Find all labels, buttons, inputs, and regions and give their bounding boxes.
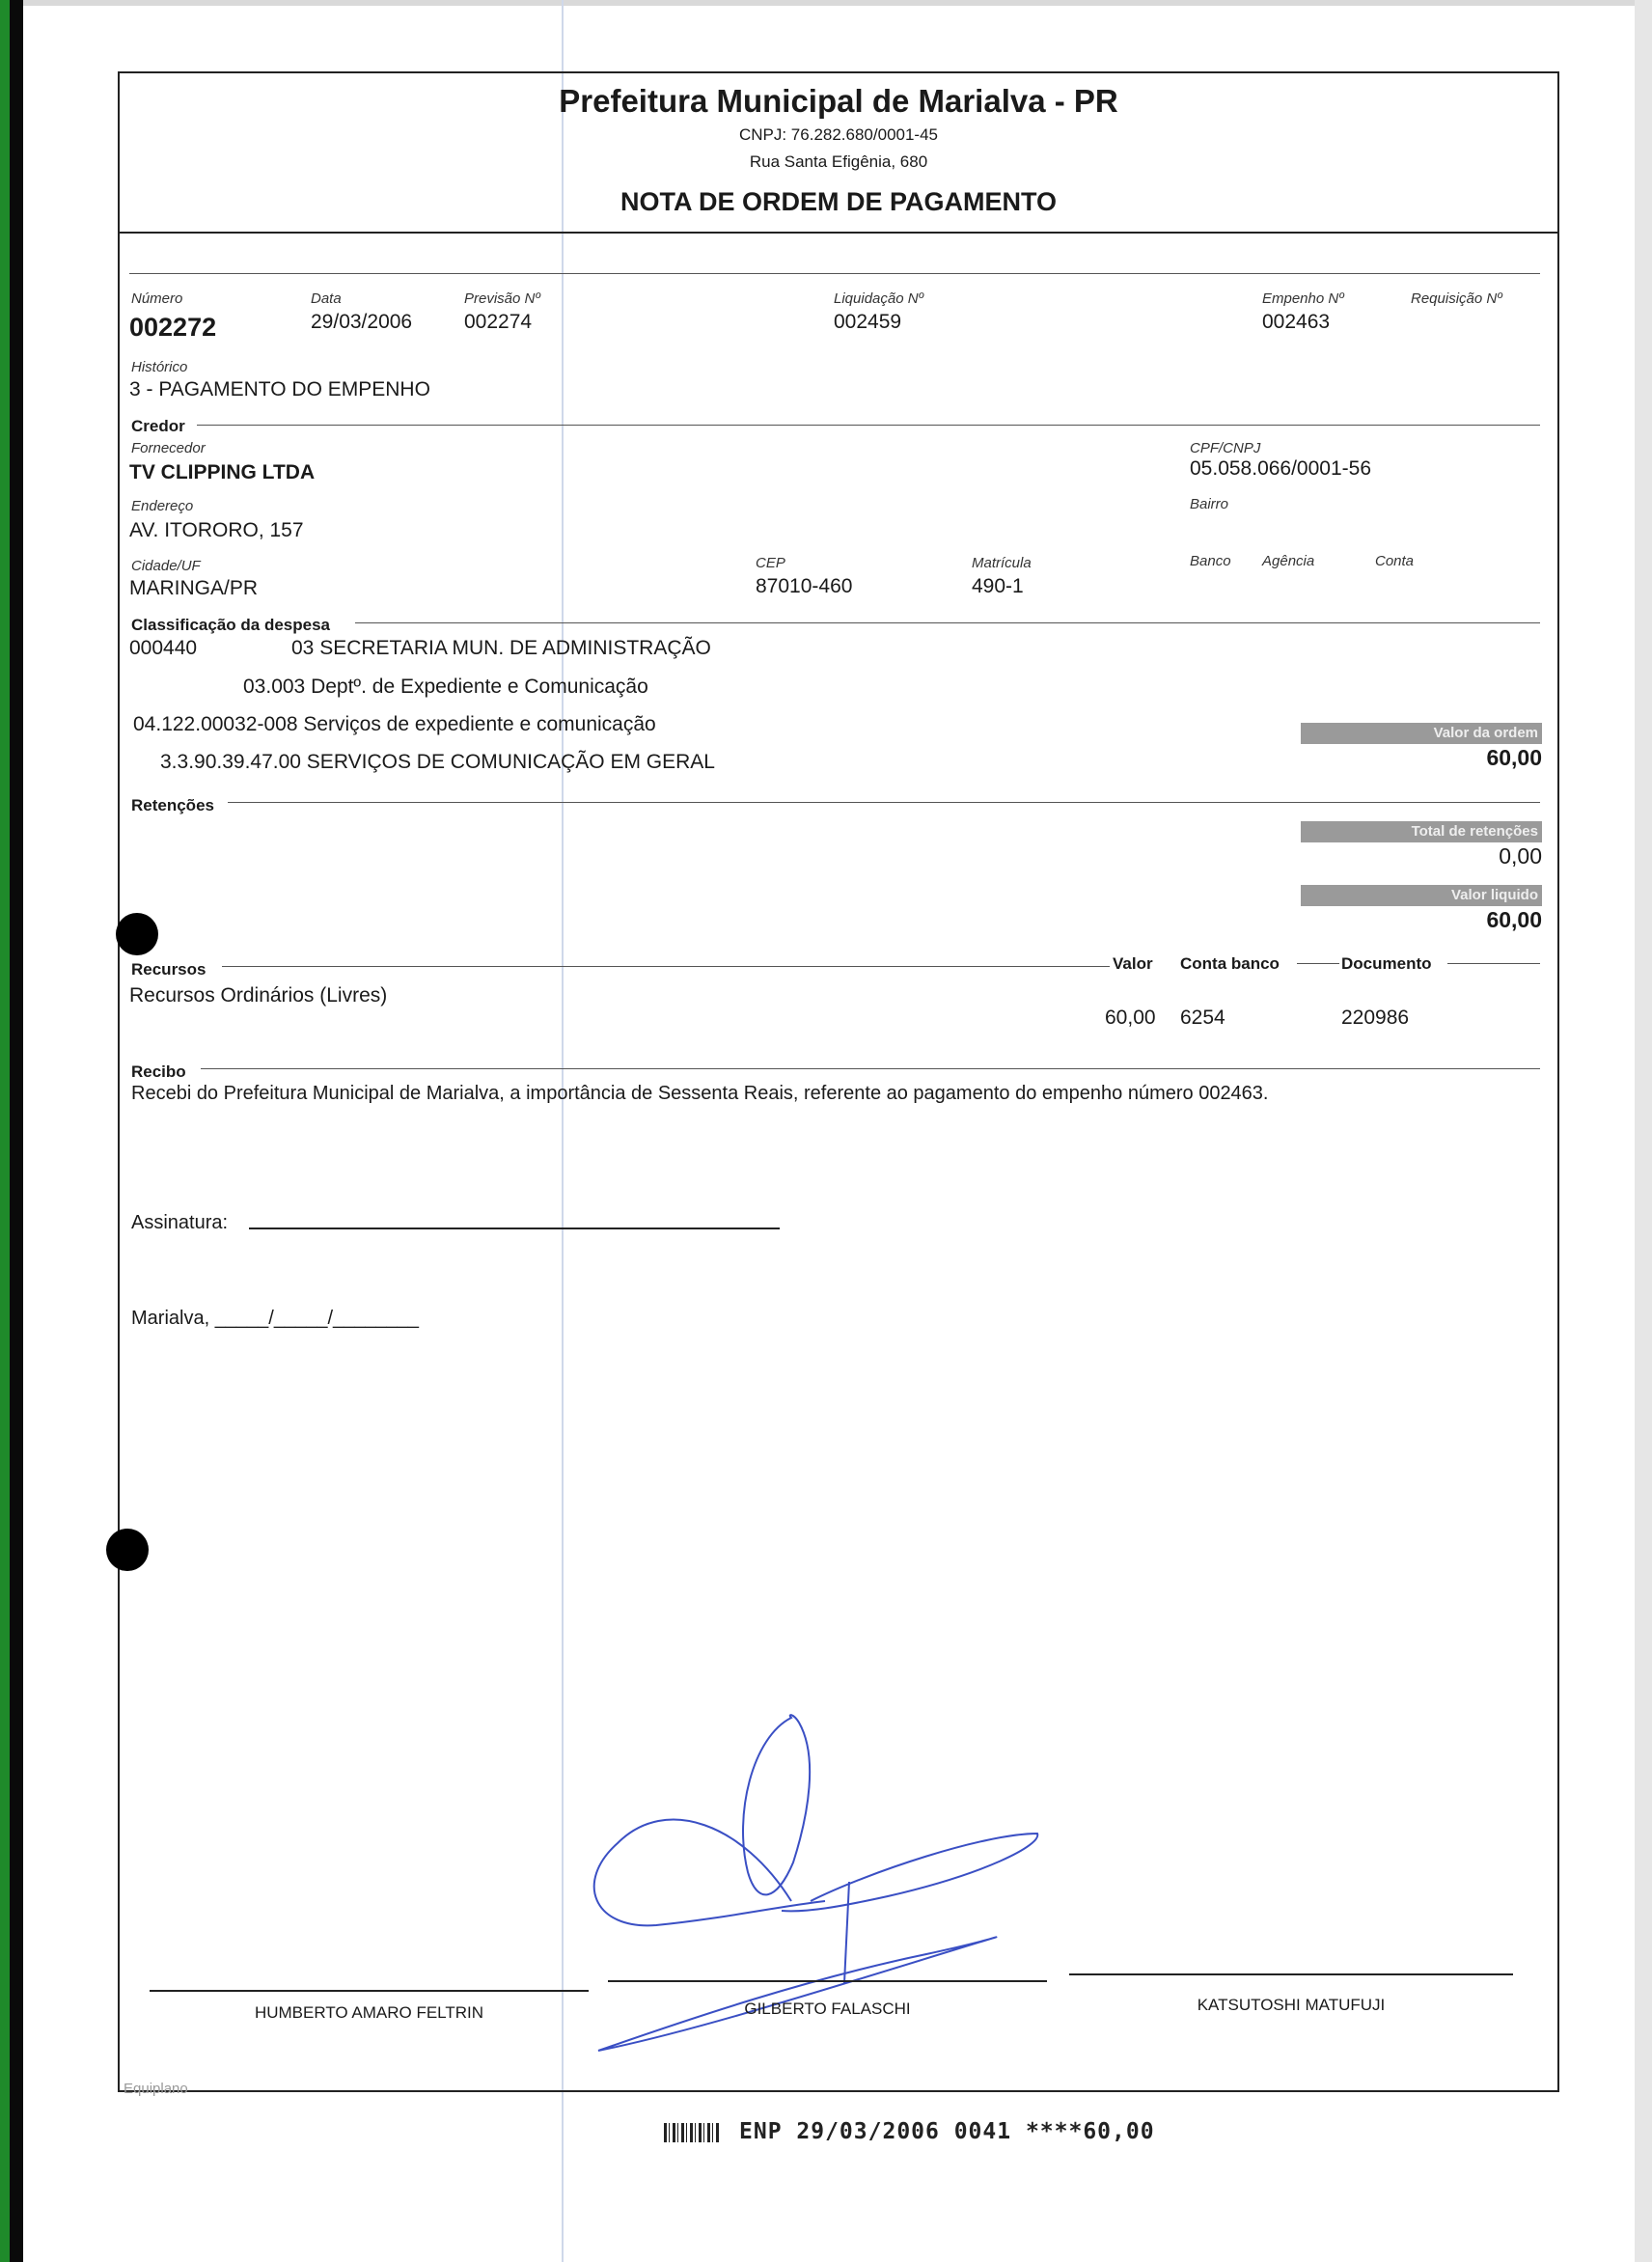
- signature-line-2: [608, 1980, 1047, 1982]
- classificacao-line3: 04.122.00032-008 Serviços de expediente e comunicação: [133, 713, 656, 735]
- conta-label: Conta: [1375, 553, 1415, 569]
- empenho-value: 002463: [1262, 311, 1331, 333]
- assinatura-line: [249, 1228, 780, 1229]
- scan-edge-black: [10, 0, 23, 2262]
- classificacao-line2: 03.003 Deptº. de Expediente e Comunicação: [243, 676, 648, 698]
- cidade-label: Cidade/UF: [131, 558, 201, 574]
- retencoes-rule: [228, 802, 1540, 803]
- previsao-value: 002274: [464, 311, 533, 333]
- cep-label: CEP: [756, 555, 785, 571]
- total-retencoes-label: Total de retenções: [1301, 821, 1542, 842]
- signature-name-3: KATSUTOSHI MATUFUJI: [1197, 1996, 1386, 2014]
- page-title: Prefeitura Municipal de Marialva - PR: [559, 83, 1118, 119]
- recibo-text: Recebi do Prefeitura Municipal de Marialva, a importância de Sessenta Reais, referente ao pagamento do empenho número 002463.: [131, 1083, 1269, 1104]
- recursos-rule-2: [1297, 963, 1339, 964]
- scan-edge-top: [23, 0, 1652, 6]
- scan-edge-green: [0, 0, 10, 2262]
- endereco-label: Endereço: [131, 498, 194, 514]
- valor-liquido-label: Valor liquido: [1301, 885, 1542, 906]
- classificacao-code: 000440: [129, 637, 198, 659]
- footer-stamp-text: ENP 29/03/2006 0041 ****60,00: [739, 2119, 1155, 2144]
- fornecedor-value: TV CLIPPING LTDA: [129, 461, 316, 483]
- signature-line-3: [1069, 1973, 1513, 1975]
- agencia-label: Agência: [1262, 553, 1315, 569]
- header-divider: [118, 232, 1559, 234]
- address-text: Rua Santa Efigênia, 680: [749, 152, 928, 171]
- footer-stamp: [664, 2119, 1155, 2144]
- recursos-rule-3: [1447, 963, 1540, 964]
- classificacao-line4: 3.3.90.39.47.00 SERVIÇOS DE COMUNICAÇÃO EM GERAL: [160, 751, 715, 773]
- credor-rule: [197, 425, 1540, 426]
- liquidacao-label: Liquidação Nº: [834, 290, 924, 307]
- historico-value: 3 - PAGAMENTO DO EMPENHO: [129, 378, 430, 400]
- punch-hole-bottom: [106, 1529, 149, 1571]
- valor-ordem-label: Valor da ordem: [1301, 723, 1542, 744]
- matricula-label: Matrícula: [972, 555, 1032, 571]
- recursos-documento-label: Documento: [1341, 954, 1432, 973]
- signature-line-1: [150, 1990, 589, 1992]
- cnpj-text: CNPJ: 76.282.680/0001-45: [738, 125, 939, 144]
- document-title: NOTA DE ORDEM DE PAGAMENTO: [620, 187, 1057, 216]
- historico-label: Histórico: [131, 359, 188, 375]
- data-value: 29/03/2006: [311, 311, 413, 333]
- recibo-section: Recibo: [131, 1062, 186, 1081]
- requisicao-label: Requisição Nº: [1411, 290, 1502, 307]
- numero-value: 002272: [129, 313, 217, 342]
- punch-hole-top: [116, 913, 158, 955]
- numero-label: Número: [131, 290, 183, 307]
- signature-name-2: GILBERTO FALASCHI: [744, 2000, 911, 2018]
- recursos-documento: 220986: [1341, 1007, 1410, 1029]
- classificacao-section: Classificação da despesa: [131, 616, 331, 634]
- data-label: Data: [311, 290, 342, 307]
- recursos-valor-label: Valor: [1113, 954, 1153, 973]
- cpf-label: CPF/CNPJ: [1190, 440, 1261, 456]
- recursos-descricao: Recursos Ordinários (Livres): [129, 984, 388, 1007]
- recibo-rule: [201, 1068, 1540, 1069]
- liquidacao-value: 002459: [834, 311, 902, 333]
- cpf-value: 05.058.066/0001-56: [1190, 457, 1372, 480]
- assinatura-label: Assinatura:: [131, 1212, 229, 1233]
- endereco-value: AV. ITORORO, 157: [129, 519, 304, 541]
- recursos-valor: 60,00: [1105, 1007, 1156, 1029]
- barcode-icon: [664, 2123, 720, 2142]
- valor-liquido-value: 60,00: [1486, 907, 1542, 932]
- ids-rule: [129, 273, 1540, 274]
- empenho-label: Empenho Nº: [1262, 290, 1344, 307]
- recursos-conta: 6254: [1180, 1007, 1225, 1029]
- system-name: Equiplano: [124, 2081, 188, 2097]
- recursos-conta-label: Conta banco: [1180, 954, 1280, 973]
- signature-name-1: HUMBERTO AMARO FELTRIN: [254, 2003, 484, 2022]
- total-retencoes-value: 0,00: [1499, 843, 1542, 869]
- valor-ordem-value: 60,00: [1486, 745, 1542, 770]
- credor-section: Credor: [131, 417, 185, 435]
- retencoes-section: Retenções: [131, 796, 214, 814]
- classificacao-rule: [355, 622, 1540, 623]
- recursos-rule: [222, 966, 1110, 967]
- bairro-label: Bairro: [1190, 496, 1229, 512]
- matricula-value: 490-1: [972, 575, 1024, 597]
- previsao-label: Previsão Nº: [464, 290, 540, 307]
- local-data: Marialva, _____/_____/________: [131, 1308, 420, 1329]
- classificacao-line1: 03 SECRETARIA MUN. DE ADMINISTRAÇÃO: [291, 637, 711, 659]
- cep-value: 87010-460: [756, 575, 853, 597]
- recursos-section: Recursos: [131, 960, 206, 979]
- cidade-value: MARINGA/PR: [129, 577, 259, 599]
- scan-edge-right: [1635, 0, 1652, 2262]
- fornecedor-label: Fornecedor: [131, 440, 206, 456]
- banco-label: Banco: [1190, 553, 1231, 569]
